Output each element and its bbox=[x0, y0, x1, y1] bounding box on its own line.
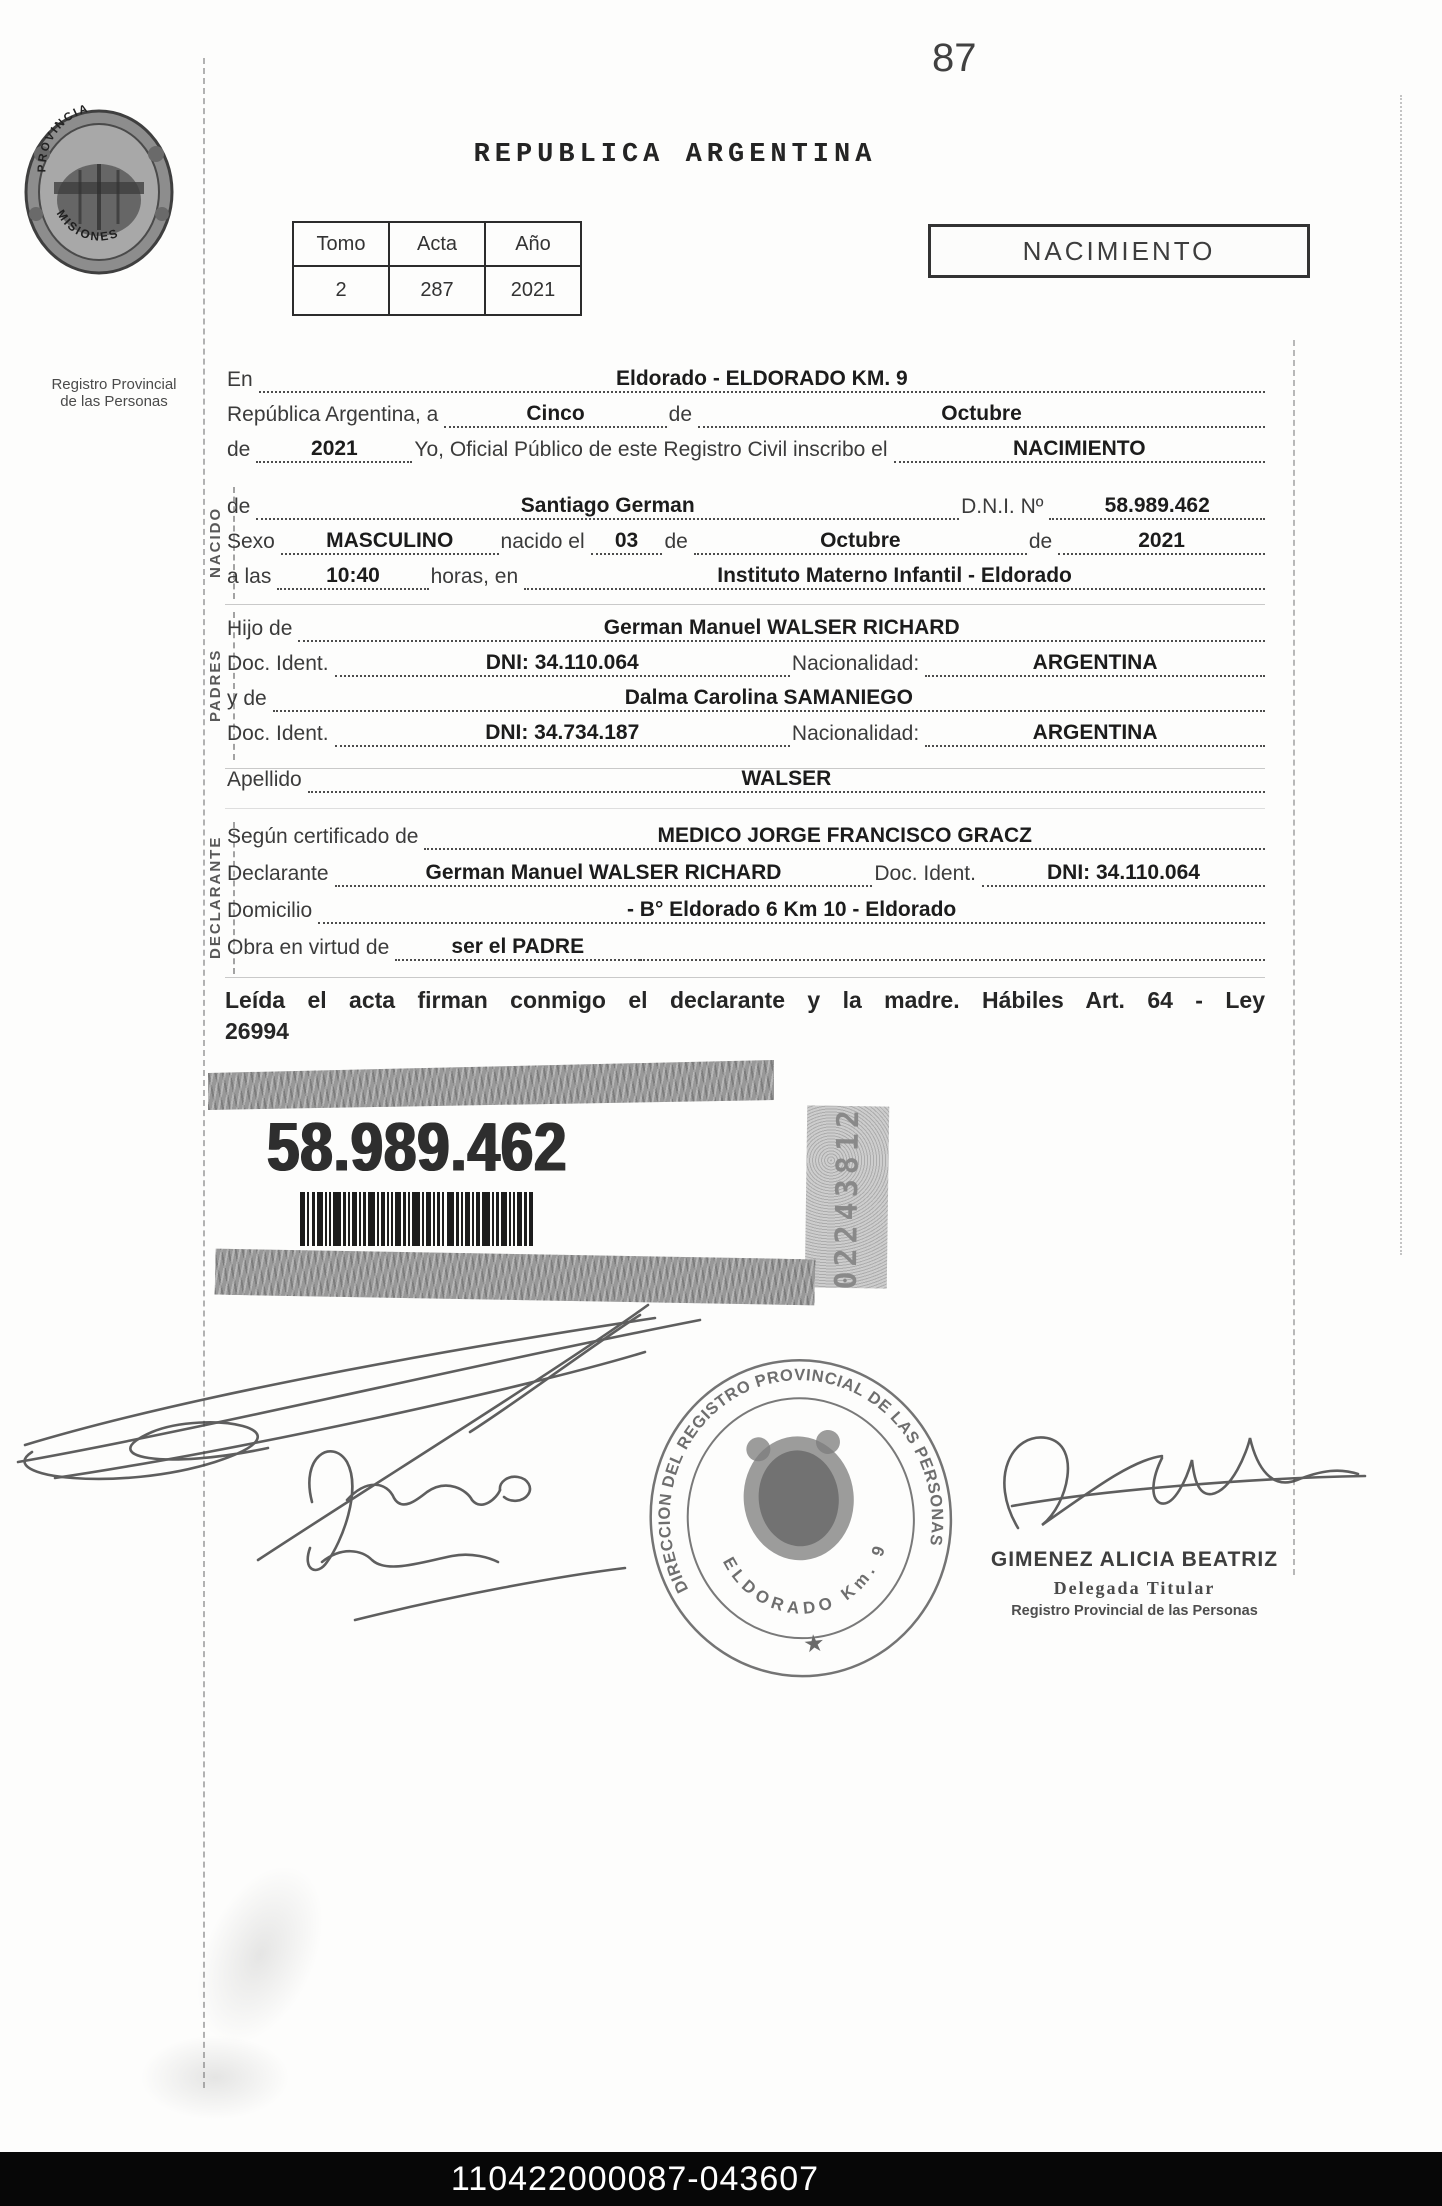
guilloche-bar-top bbox=[208, 1060, 774, 1110]
stamp-place-text: ELDORADO Km. 9 bbox=[719, 1541, 890, 1618]
de-label: de bbox=[227, 495, 251, 518]
declarant-name-value: German Manuel WALSER RICHARD bbox=[335, 861, 873, 887]
declarant-address-value: - B° Eldorado 6 Km 10 - Eldorado bbox=[318, 898, 1265, 924]
apellido-row bbox=[225, 758, 1265, 793]
official-organization: Registro Provincial de las Personas bbox=[1011, 1603, 1258, 1619]
dni-big-number: 58.989.462 bbox=[266, 1109, 568, 1186]
certificado-label: Según certificado de bbox=[227, 825, 419, 848]
intro-row-place bbox=[225, 358, 1265, 393]
record-table-value-tomo: 2 bbox=[293, 266, 389, 315]
hijo-de-label: Hijo de bbox=[227, 617, 293, 640]
intro-row-event bbox=[225, 428, 1265, 463]
section-separator bbox=[225, 604, 1265, 605]
footer-document-code: 110422000087-043607 bbox=[450, 2160, 820, 2198]
logo-caption bbox=[24, 376, 204, 410]
registration-month-value: Octubre bbox=[698, 402, 1265, 428]
birth-day-value: 03 bbox=[591, 529, 663, 555]
newborn-dni-value: 58.989.462 bbox=[1049, 494, 1265, 520]
doc-ident-label: Doc. Ident. bbox=[227, 722, 329, 745]
birth-place-value: Instituto Materno Infantil - Eldorado bbox=[524, 564, 1265, 590]
dni-barcode bbox=[300, 1192, 535, 1246]
surname-value: WALSER bbox=[308, 767, 1265, 793]
section-label-declarante: DECLARANTE bbox=[207, 835, 224, 959]
obra-label: Obra en virtud de bbox=[227, 936, 390, 959]
father-name-value: German Manuel WALSER RICHARD bbox=[298, 616, 1265, 642]
doc-ident-label: Doc. Ident. bbox=[227, 652, 329, 675]
father-nationality-value: ARGENTINA bbox=[925, 651, 1265, 677]
apellido-label: Apellido bbox=[227, 768, 302, 791]
document-title: REPUBLICA ARGENTINA bbox=[473, 140, 877, 170]
record-table bbox=[292, 221, 582, 316]
record-table-header-tomo: Tomo bbox=[293, 222, 389, 266]
official-signature-block bbox=[962, 1548, 1307, 1619]
record-table-value-acta: 287 bbox=[389, 266, 485, 315]
doc-ident-label: Doc. Ident. bbox=[874, 862, 976, 885]
de-label: de bbox=[668, 403, 693, 426]
apellido-section bbox=[225, 758, 1265, 793]
scan-smudge bbox=[140, 2035, 290, 2120]
birth-time-value: 10:40 bbox=[277, 564, 428, 590]
nacionalidad-label: Nacionalidad: bbox=[791, 652, 920, 675]
en-label: En bbox=[227, 368, 253, 391]
left-margin-dotted-rule bbox=[203, 58, 205, 2088]
certifying-doctor-value: MEDICO JORGE FRANCISCO GRACZ bbox=[424, 824, 1265, 850]
registry-seal-logo bbox=[20, 104, 180, 410]
declarante-row-certificate bbox=[225, 813, 1265, 850]
record-table-header-anio: Año bbox=[485, 222, 581, 266]
birth-year-value: 2021 bbox=[1058, 529, 1265, 555]
page-edge-dotted-rule bbox=[1400, 95, 1402, 1255]
closing-line1: Leída el acta firman conmigo el declarante y la madre. Hábiles Art. 64 - Ley bbox=[225, 987, 1265, 1013]
nacionalidad-label: Nacionalidad: bbox=[791, 722, 920, 745]
seal-top-text: PROVINCIA bbox=[36, 104, 91, 173]
nacido-row-birthdate bbox=[225, 520, 1265, 555]
section-label-padres: PADRES bbox=[207, 648, 224, 722]
nacido-section bbox=[225, 485, 1265, 590]
de-label: de bbox=[1028, 530, 1053, 553]
section-separator bbox=[225, 808, 1265, 809]
page-number: 87 bbox=[932, 36, 977, 80]
nacido-row-birthplace bbox=[225, 555, 1265, 590]
leader-fill bbox=[640, 959, 1265, 961]
closing-clause bbox=[225, 985, 1265, 1047]
nacido-el-label: nacido el bbox=[500, 530, 585, 553]
declarant-dni-value: DNI: 34.110.064 bbox=[982, 861, 1265, 887]
section-separator bbox=[225, 977, 1265, 978]
section-label-nacido: NACIDO bbox=[207, 506, 224, 579]
stamp-ring-text: DIRECCION DEL REGISTRO PROVINCIAL DE LAS PERSONAS bbox=[655, 1366, 947, 1596]
officer-label: Yo, Oficial Público de este Registro Civil inscribo el bbox=[414, 438, 888, 461]
security-sticker bbox=[805, 1105, 890, 1288]
logo-caption-line2: de las Personas bbox=[60, 393, 168, 410]
declarante-row-address bbox=[225, 887, 1265, 924]
intro-section bbox=[225, 358, 1265, 463]
birth-month-value: Octubre bbox=[694, 529, 1027, 555]
certificate-type-box bbox=[928, 224, 1310, 278]
mother-nationality-value: ARGENTINA bbox=[925, 721, 1265, 747]
logo-caption-line1: Registro Provincial bbox=[51, 376, 177, 393]
provincial-seal-icon bbox=[20, 104, 180, 284]
registration-day-value: Cinco bbox=[444, 402, 666, 428]
dni-label: D.N.I. Nº bbox=[961, 495, 1044, 518]
mother-dni-value: DNI: 34.734.187 bbox=[335, 721, 790, 747]
registration-place-value: Eldorado - ELDORADO KM. 9 bbox=[259, 367, 1265, 393]
event-type-value: NACIMIENTO bbox=[894, 437, 1266, 463]
stamp-star-icon: ★ bbox=[801, 1629, 827, 1659]
y-de-label: y de bbox=[227, 687, 267, 710]
record-table-header-acta: Acta bbox=[389, 222, 485, 266]
official-name: GIMENEZ ALICIA BEATRIZ bbox=[990, 1548, 1279, 1571]
padres-row-father bbox=[225, 607, 1265, 642]
registration-year-value: 2021 bbox=[256, 437, 412, 463]
declarante-row-capacity bbox=[225, 924, 1265, 961]
de-label: de bbox=[664, 530, 688, 553]
declarante-label: Declarante bbox=[227, 862, 329, 885]
certificate-type-label: NACIMIENTO bbox=[1022, 235, 1216, 266]
declarant-capacity-value: ser el PADRE bbox=[395, 935, 640, 961]
padres-row-mother-doc bbox=[225, 712, 1265, 747]
official-role: Delegada Titular bbox=[1053, 1578, 1216, 1598]
nacido-row-name bbox=[225, 485, 1265, 520]
sexo-label: Sexo bbox=[227, 530, 275, 553]
sticker-serial-number: 02243812 bbox=[828, 1104, 866, 1290]
seal-bottom-text: MISIONES bbox=[53, 207, 122, 244]
intro-row-date bbox=[225, 393, 1265, 428]
a-las-label: a las bbox=[227, 565, 272, 588]
de-label: de bbox=[227, 438, 251, 461]
mother-name-value: Dalma Carolina SAMANIEGO bbox=[273, 686, 1265, 712]
newborn-name-value: Santiago German bbox=[256, 494, 959, 520]
padres-section bbox=[225, 607, 1265, 747]
padres-row-father-doc bbox=[225, 642, 1265, 677]
sex-value: MASCULINO bbox=[281, 529, 499, 555]
horas-en-label: horas, en bbox=[430, 565, 519, 588]
republica-label: República Argentina, a bbox=[227, 403, 439, 426]
padres-row-mother bbox=[225, 677, 1265, 712]
record-table-value-anio: 2021 bbox=[485, 266, 581, 315]
declarante-row-name bbox=[225, 850, 1265, 887]
registry-round-stamp bbox=[636, 1350, 970, 1690]
closing-line2: 26994 bbox=[225, 1018, 289, 1044]
scan-smudge bbox=[171, 1846, 349, 2064]
domicilio-label: Domicilio bbox=[227, 899, 313, 922]
father-dni-value: DNI: 34.110.064 bbox=[335, 651, 790, 677]
declarante-section bbox=[225, 813, 1265, 961]
